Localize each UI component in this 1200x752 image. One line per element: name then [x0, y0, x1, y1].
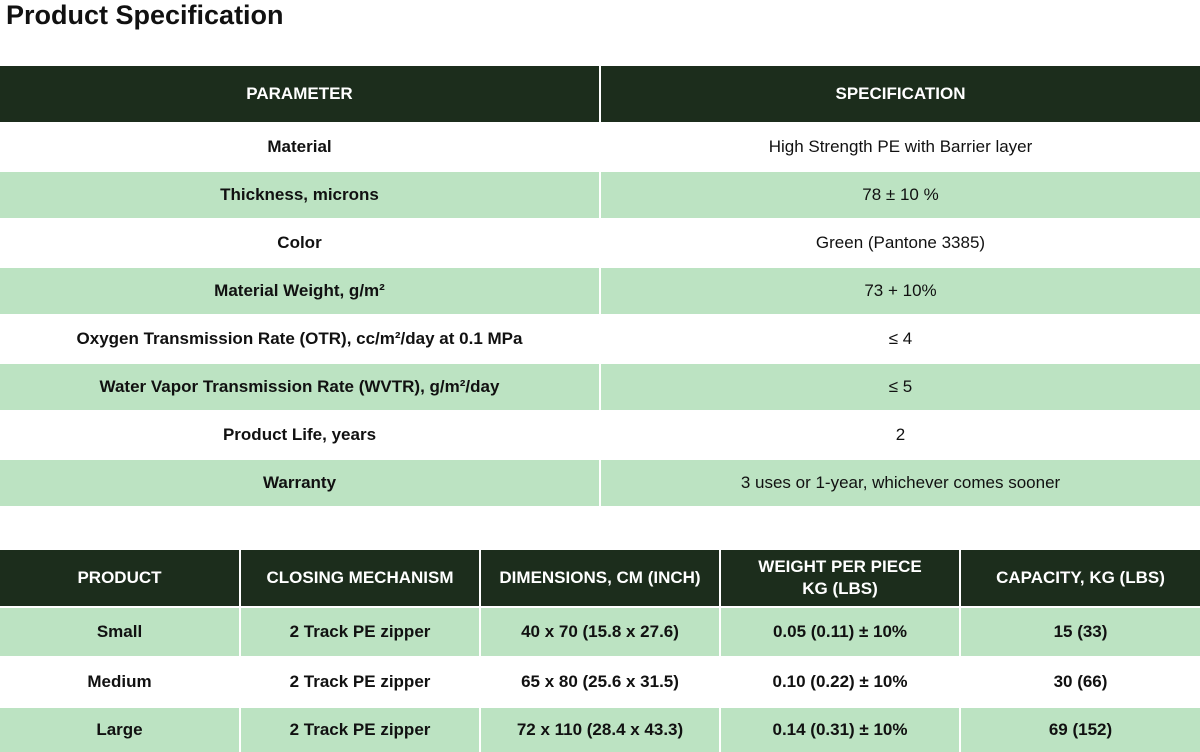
capacity-cell: 69 (152): [960, 707, 1200, 752]
product-cell: Medium: [0, 657, 240, 707]
parameter-cell: Oxygen Transmission Rate (OTR), cc/m²/day at 0.1 MPa: [0, 315, 600, 363]
table-row: [0, 219, 1200, 267]
product-cell: Small: [0, 607, 240, 657]
header-product: PRODUCT: [0, 550, 240, 607]
specification-cell: ≤ 4: [600, 315, 1200, 363]
spec-table: [0, 66, 1200, 506]
header-closing-mechanism: CLOSING MECHANISM: [240, 550, 480, 607]
specification-cell: 78 ± 10 %: [600, 171, 1200, 219]
spec-header-row: [0, 66, 1200, 123]
specification-cell: High Strength PE with Barrier layer: [600, 123, 1200, 171]
parameter-cell: Water Vapor Transmission Rate (WVTR), g/m²/day: [0, 363, 600, 411]
weight-cell: 0.14 (0.31) ± 10%: [720, 707, 960, 752]
table-row: [0, 459, 1200, 506]
specification-cell: 73 + 10%: [600, 267, 1200, 315]
specification-cell: ≤ 5: [600, 363, 1200, 411]
specification-cell: Green (Pantone 3385): [600, 219, 1200, 267]
table-row: [0, 657, 1200, 707]
weight-cell: 0.05 (0.11) ± 10%: [720, 607, 960, 657]
table-row: [0, 123, 1200, 171]
header-weight-per-piece: WEIGHT PER PIECE KG (LBS): [720, 550, 960, 607]
closing-cell: 2 Track PE zipper: [240, 707, 480, 752]
parameter-cell: Product Life, years: [0, 411, 600, 459]
header-capacity: CAPACITY, KG (LBS): [960, 550, 1200, 607]
table-row: [0, 607, 1200, 657]
product-cell: Large: [0, 707, 240, 752]
parameter-cell: Color: [0, 219, 600, 267]
dimensions-cell: 72 x 110 (28.4 x 43.3): [480, 707, 720, 752]
table-row: [0, 411, 1200, 459]
header-parameter: PARAMETER: [0, 66, 600, 123]
page-title: Product Specification: [6, 0, 284, 30]
closing-cell: 2 Track PE zipper: [240, 607, 480, 657]
table-row: [0, 171, 1200, 219]
product-header-row: [0, 550, 1200, 607]
table-row: [0, 315, 1200, 363]
dimensions-cell: 40 x 70 (15.8 x 27.6): [480, 607, 720, 657]
specification-cell: 3 uses or 1-year, whichever comes sooner: [600, 459, 1200, 506]
parameter-cell: Thickness, microns: [0, 171, 600, 219]
weight-cell: 0.10 (0.22) ± 10%: [720, 657, 960, 707]
capacity-cell: 30 (66): [960, 657, 1200, 707]
closing-cell: 2 Track PE zipper: [240, 657, 480, 707]
table-row: [0, 707, 1200, 752]
parameter-cell: Material: [0, 123, 600, 171]
table-row: [0, 363, 1200, 411]
specification-cell: 2: [600, 411, 1200, 459]
parameter-cell: Warranty: [0, 459, 600, 506]
capacity-cell: 15 (33): [960, 607, 1200, 657]
parameter-cell: Material Weight, g/m²: [0, 267, 600, 315]
header-dimensions: DIMENSIONS, CM (INCH): [480, 550, 720, 607]
table-row: [0, 267, 1200, 315]
dimensions-cell: 65 x 80 (25.6 x 31.5): [480, 657, 720, 707]
product-table: [0, 550, 1200, 752]
header-specification: SPECIFICATION: [600, 66, 1200, 123]
